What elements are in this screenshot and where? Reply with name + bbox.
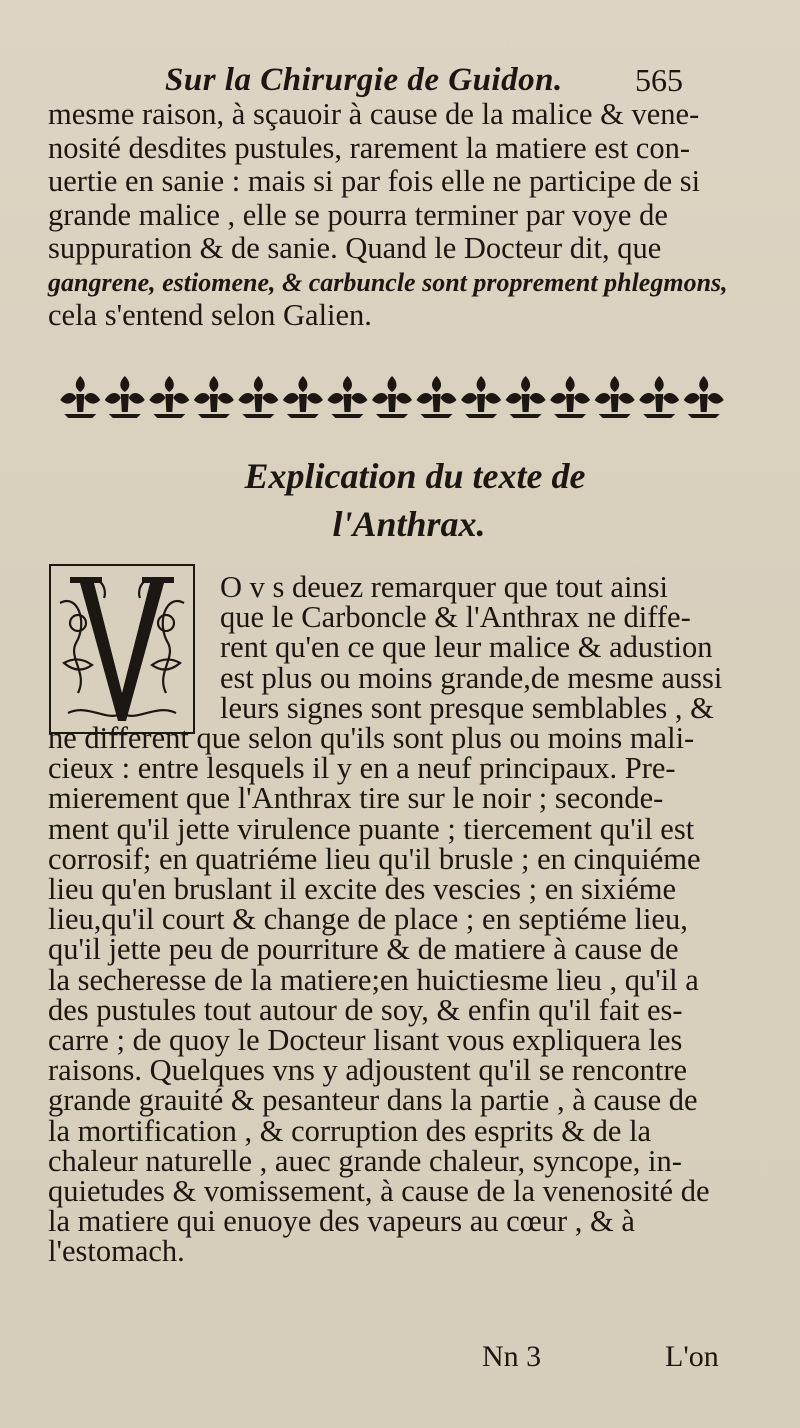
text-line: quietudes & vomissement, à cause de la venenosité de (48, 1174, 710, 1209)
fleuron-icon (684, 376, 724, 418)
fleuron-icon (327, 376, 367, 418)
page-header (0, 62, 800, 102)
text-line: O v s deuez remarquer que tout ainsi (220, 570, 669, 604)
text-line-italic: gangrene, estiomene, & carbuncle sont proprement phlegmons, (48, 267, 728, 297)
text-line: l'estomach. (48, 1234, 185, 1269)
text-line: ne different que selon qu'ils sont plus ou moins mali- (48, 721, 695, 756)
text-line: ment qu'il jette virulence puante ; tiercement qu'il est (48, 811, 695, 846)
fleuron-icon (506, 376, 546, 418)
text-line: des pustules tout autour de soy, & enfin qu'il fait es- (48, 992, 683, 1027)
text-line: est plus ou moins grande,de mesme aussi (220, 660, 723, 695)
text-line: cela s'entend selon Galien. (48, 298, 372, 332)
fleuron-icon (105, 376, 145, 418)
paragraph-explication (48, 572, 728, 1267)
text-line: corrosif; en quatriéme lieu qu'il brusle ; en cinquiéme (48, 841, 701, 876)
section-heading-line2: l'Anthrax. (332, 504, 486, 544)
fleuron-icon (595, 376, 635, 418)
section-heading-line1: Explication du texte de (244, 456, 586, 496)
text-line: carre ; de quoy le Docteur lisant vous expliquera les (48, 1023, 683, 1058)
fleuron-ornament-band (58, 372, 726, 420)
fleuron-icon (417, 376, 457, 418)
signature-mark: Nn 3 (482, 1340, 542, 1373)
fleuron-icon (461, 376, 501, 418)
fleuron-icon (550, 376, 590, 418)
text-line: lieu qu'en bruslant il excite des vescies ; en sixiéme (48, 872, 677, 907)
text-line: la mortification , & corruption des esprits & de la (48, 1113, 652, 1148)
text-line: rent qu'en ce que leur malice & adustion (220, 630, 713, 665)
text-line: la secheresse de la matiere;en huictiesme lieu , qu'il a (48, 962, 699, 997)
page-number: 565 (635, 62, 683, 98)
fleuron-icon (194, 376, 234, 418)
text-line: grande grauité & pesanteur dans la partie , à cause de (48, 1083, 698, 1118)
fleuron-icon (149, 376, 189, 418)
text-line: grande malice , elle se pourra terminer par voye de (48, 197, 668, 232)
running-title: Sur la Chirurgie de Guidon. (165, 62, 563, 98)
text-line: mesme raison, à sçauoir à cause de la malice & vene- (48, 97, 700, 131)
text-line: que le Carboncle & l'Anthrax ne diffe- (220, 600, 691, 635)
fleuron-icon (372, 376, 412, 418)
text-line: uertie en sanie : mais si par fois elle ne participe de si (48, 164, 701, 198)
text-line: la matiere qui enuoye des vapeurs au cœur , & à (48, 1204, 635, 1239)
fleuron-icon (238, 376, 278, 418)
text-line: nosité desdites pustules, rarement la matiere est con- (48, 130, 690, 165)
catchword: L'on (665, 1340, 719, 1373)
fleuron-icon (639, 376, 679, 418)
text-line: chaleur naturelle , auec grande chaleur, syncope, in- (48, 1143, 682, 1178)
paragraph-continuation (48, 98, 728, 333)
text-line: raisons. Quelques vns y adjoustent qu'il se rencontre (48, 1053, 688, 1088)
text-line: leurs signes sont presque semblables , & (220, 690, 714, 725)
text-line: suppuration & de sanie. Quand le Docteur dit, que (48, 231, 662, 265)
text-line: lieu,qu'il court & change de place ; en septiéme lieu, (48, 902, 688, 937)
text-line: mierement que l'Anthrax tire sur le noir ; seconde- (48, 781, 664, 816)
fleuron-icon (283, 376, 323, 418)
page-footer (0, 1340, 800, 1380)
text-line: cieux : entre lesquels il y en a neuf principaux. Pre- (48, 751, 676, 786)
text-line: qu'il jette peu de pourriture & de matiere à cause de (48, 932, 679, 967)
fleuron-icon (60, 376, 100, 418)
